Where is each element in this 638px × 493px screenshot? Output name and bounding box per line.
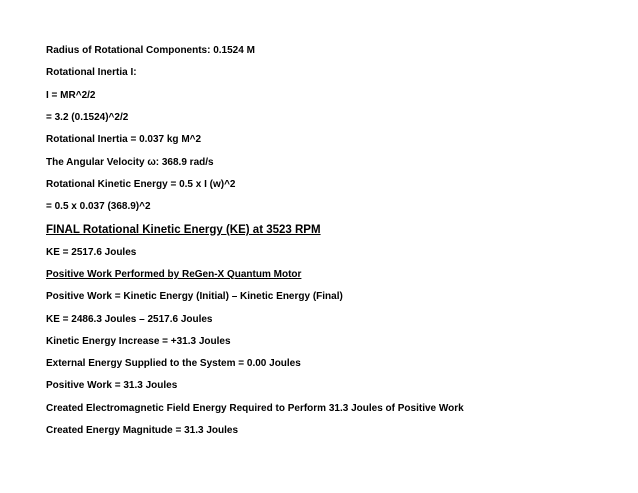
kinetic-energy-formula: Rotational Kinetic Energy = 0.5 x I (w)^2 (46, 179, 236, 190)
energy-magnitude-line: Created Energy Magnitude = 31.3 Joules (46, 425, 239, 436)
radius-line: Radius of Rotational Components: 0.1524 M (46, 45, 255, 56)
inertia-formula: I = MR^2/2 (46, 90, 96, 101)
ke-increase-line: Kinetic Energy Increase = +31.3 Joules (46, 336, 231, 347)
kinetic-energy-substitution: = 0.5 x 0.037 (368.9)^2 (46, 201, 151, 212)
field-energy-line: Created Electromagnetic Field Energy Required to Perform 31.3 Joules of Positive Work (46, 403, 464, 414)
positive-work-result: Positive Work = 31.3 Joules (46, 380, 178, 391)
angular-velocity-line: The Angular Velocity ω: 368.9 rad/s (46, 157, 214, 168)
rotational-inertia-result: Rotational Inertia = 0.037 kg M^2 (46, 134, 202, 145)
inertia-substitution: = 3.2 (0.1524)^2/2 (46, 112, 129, 123)
ke-difference-line: KE = 2486.3 Joules – 2517.6 Joules (46, 314, 213, 325)
rotational-inertia-label: Rotational Inertia I: (46, 67, 137, 78)
final-ke-heading: FINAL Rotational Kinetic Energy (KE) at 3523 RPM (46, 224, 321, 236)
external-energy-line: External Energy Supplied to the System = 0.00 Joules (46, 358, 301, 369)
positive-work-formula: Positive Work = Kinetic Energy (Initial) – Kinetic Energy (Final) (46, 291, 343, 302)
positive-work-heading: Positive Work Performed by ReGen-X Quantum Motor (46, 269, 302, 280)
ke-result-line: KE = 2517.6 Joules (46, 247, 137, 258)
